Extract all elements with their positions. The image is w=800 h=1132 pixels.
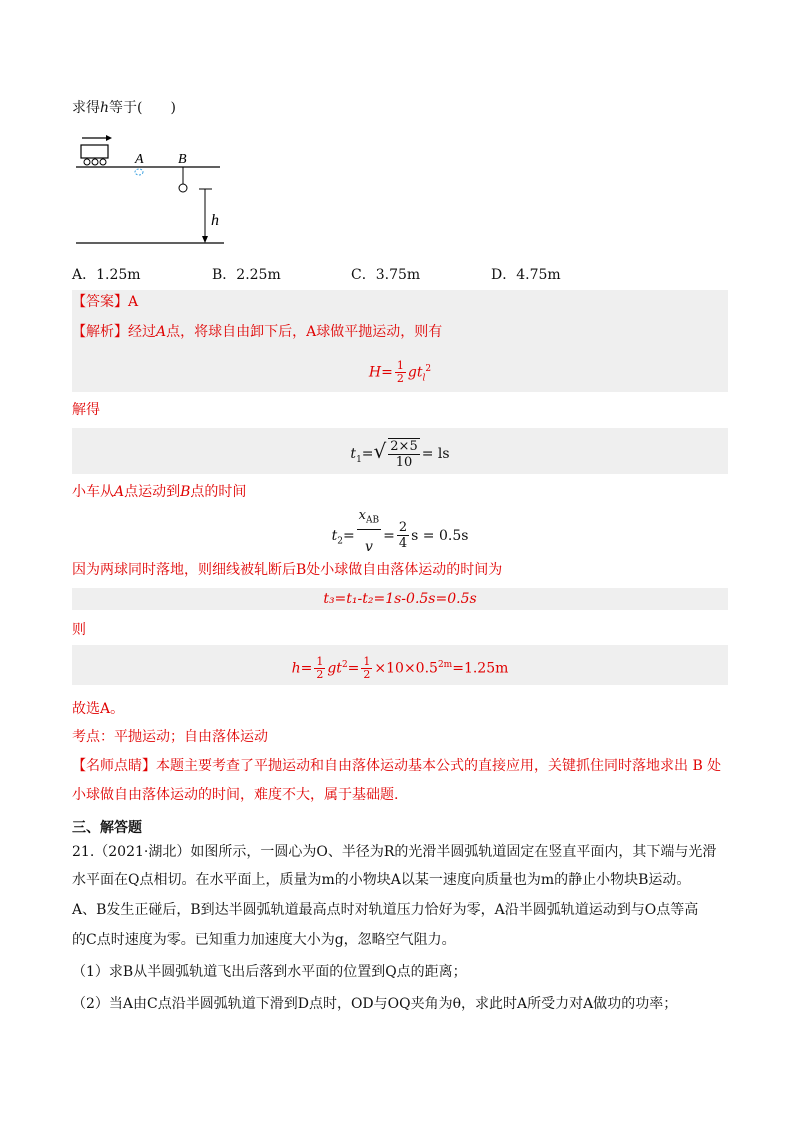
cart-wheel-right (92, 159, 98, 165)
arrow-head (106, 135, 112, 141)
equation-2: $t_1=√$ $\frac{2\times 5}{10}$ = ls (350, 439, 450, 470)
cart-wheel-right2 (100, 159, 106, 165)
label-b: B (178, 152, 187, 167)
answer-line: 【答案】A (72, 294, 139, 310)
option-c: C．3.75m (351, 267, 421, 283)
q21-line-3: A、B发生正碰后，B到达半圆弧轨道最高点时对轨道压力恰好为零，A沿半圆弧轨道运动到与O点等高 (72, 902, 699, 918)
figure-diagram (72, 126, 232, 250)
q21-sub-2: （2）当A由C点沿半圆弧轨道下滑到D点时，OD与OQ夹角为θ，求此时A所受力对A做功的功率； (72, 996, 678, 1012)
ball-b (179, 184, 187, 192)
comment-line-1: 【名师点睛】本题主要考查了平抛运动和自由落体运动基本公式的直接应用，关键抓住同时落地求出 B 处 (72, 758, 722, 774)
cart-body (81, 145, 108, 158)
label-a: A (135, 152, 144, 167)
car-time-line: 小车从A点运动到B点的时间 (72, 484, 247, 500)
then-word: 则 (72, 622, 86, 638)
question-tail: 求得h等于( ) (72, 100, 176, 116)
ball-a-ghost (135, 169, 143, 175)
option-a: A．1.25m (72, 267, 141, 283)
h-arrow (202, 236, 208, 243)
equation-5: h= $\frac{1}{2}$ $gt^2=$ $\frac{1}{2}$ $\times 10\times 0.5^{2m}=1.25m$ (291, 655, 509, 682)
equation-4: t₃=t₁-t₂=1s-0.5s=0.5s (323, 591, 477, 607)
kaodian-line: 考点：平抛运动；自由落体运动 (72, 729, 268, 745)
label-h: h (211, 212, 219, 229)
equation-3: $t_2=$ $\frac{x_{AB}}{v}$ = $\frac{2}{4}$ s = 0.5s (331, 508, 469, 555)
q21-line-1: 21.（2021·湖北）如图所示，一圆心为O、半径为R的光滑半圆弧轨道固定在竖直平面内，其下端与光滑 (72, 844, 717, 860)
q21-sub-1: （1）求B从半圆弧轨道飞出后落到水平面的位置到Q点的距离； (72, 964, 467, 980)
cart-wheel-left (84, 159, 90, 165)
reason-line: 因为两球同时落地，则细线被轧断后B处小球做自由落体运动的时间为 (72, 562, 503, 578)
solve-word: 解得 (72, 402, 100, 418)
choose-line: 故选A。 (72, 701, 125, 717)
cart-track-diagram (72, 126, 232, 250)
q21-line-4: 的C点时速度为零。已知重力加速度大小为g，忽略空气阻力。 (72, 932, 456, 948)
equation-1: H= $\frac{1}{2}$ $gt_l^2$ (368, 359, 432, 386)
comment-line-2: 小球做自由落体运动的时间，难度不大，属于基础题. (72, 787, 399, 803)
section-title: 三、解答题 (72, 820, 142, 836)
q21-line-2: 水平面在Q点相切。在水平面上，质量为m的小物块A以某一速度向质量也为m的静止小物块B运动。 (72, 872, 691, 888)
option-b: B．2.25m (212, 267, 281, 283)
option-d: D．4.75m (491, 267, 561, 283)
analysis-line: 【解析】经过A点，将球自由卸下后，A球做平抛运动，则有 (72, 324, 443, 340)
